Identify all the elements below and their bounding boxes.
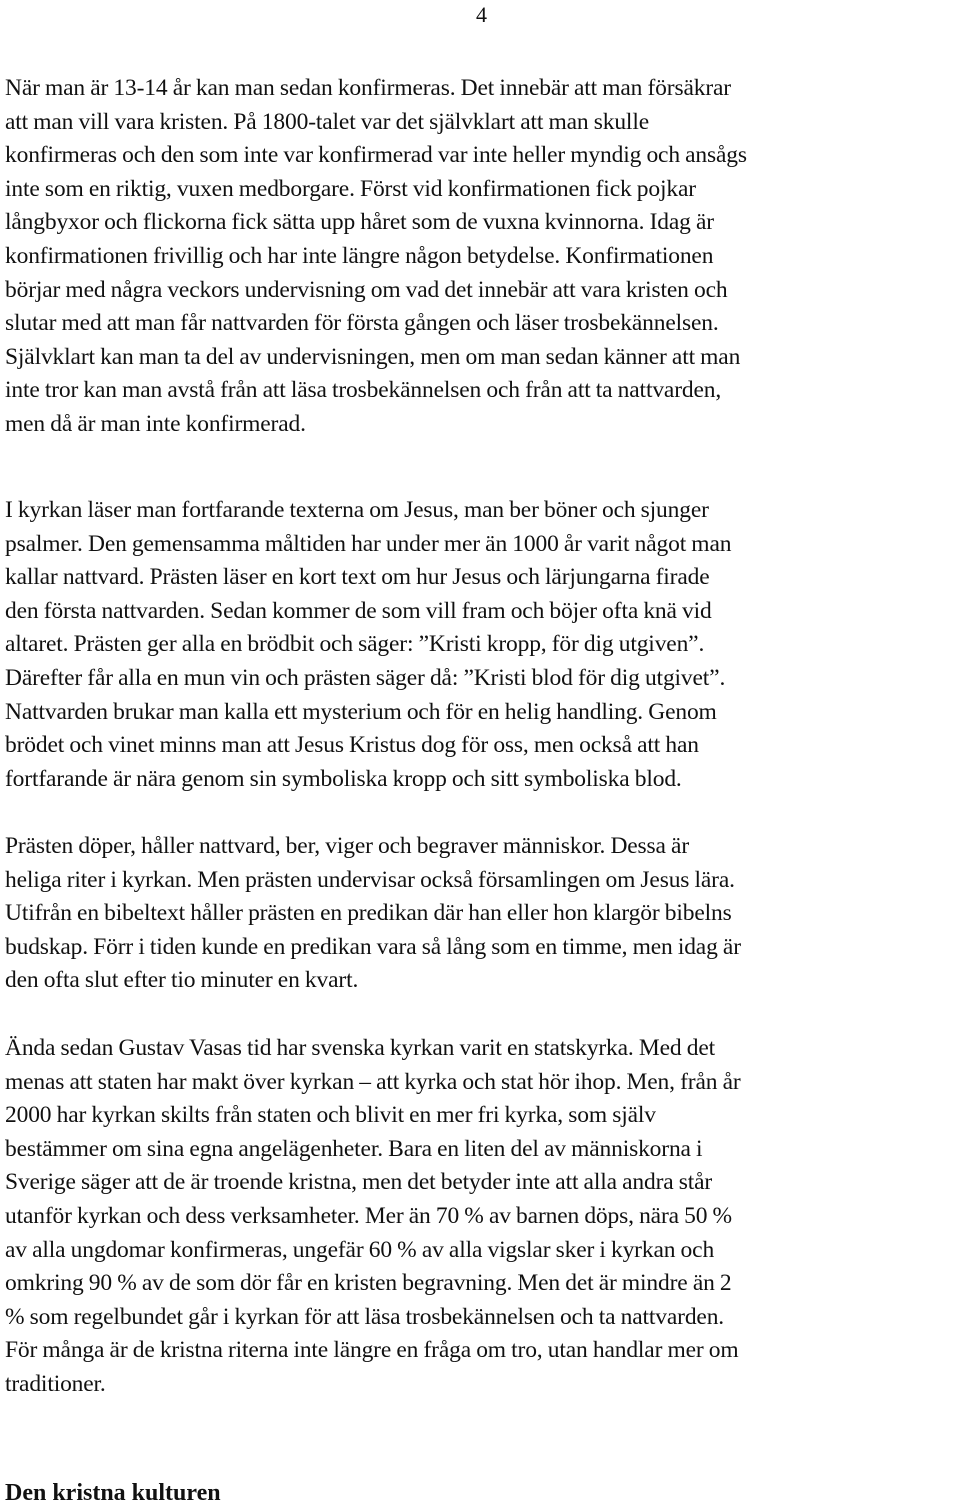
- paragraph-communion: I kyrkan läser man fortfarande texterna om Jesus, man ber böner och sjunger psalmer. Den gemensamma måltiden har under mer än 1000 år varit något man kallar nattvard. Prästen läser en kort text om hur Jesus och lärjungarna firade den första nattvarden. Sedan kommer de som vill fram och böjer ofta knä vid altaret. Prästen ger alla en brödbit och säger: ”Kristi kropp, för dig utgiven”. Därefter får alla en mun vin och prästen säger då: ”Kristi blod för dig utgivet”. Nattvarden brukar man kalla ett mysterium och för en helig handling. Genom brödet och vinet minns man att Jesus Kristus dog för oss, men också att han fortfarande är nära genom sin symboliska kropp och sitt symboliska blod.: [5, 497, 732, 792]
- page-number: 4: [476, 2, 487, 27]
- paragraph-confirmation: När man är 13-14 år kan man sedan konfirmeras. Det innebär att man försäkrar att man vill vara kristen. På 1800-talet var det självklart att man skulle konfirmeras och den som inte var konfirmerad var inte heller myndig och ansågs inte som en riktig, vuxen medborgare. Först vid konfirmationen fick pojkar långbyxor och flickorna fick sätta upp håret som de vuxna kvinnorna. Idag är konfirmationen frivillig och har inte längre någon betydelse. Konfirmationen börjar med några veckors undervisning om vad det innebär att vara kristen och slutar med att man får nattvarden för första gången och läser trosbekännelsen. Självklart kan man ta del av undervisningen, men om man sedan känner att man inte tror kan man avstå från att läsa trosbekännelsen och från att ta nattvarden, men då är man inte konfirmerad.: [5, 75, 747, 437]
- paragraph-state-church: Ända sedan Gustav Vasas tid har svenska kyrkan varit en statskyrka. Med det menas att staten har makt över kyrkan – att kyrka och stat hör ihop. Men, från år 2000 har kyrkan skilts från staten och blivit en mer fri kyrka, som själv bestämmer om sina egna angelägenheter. Bara en liten del av människorna i Sverige säger att de är troende kristna, men det betyder inte att alla andra står utanför kyrkan och dess verksamheter. Mer än 70 % av barnen döps, nära 50 % av alla ungdomar konfirmeras, ungefär 60 % av alla vigslar sker i kyrkan och omkring 90 % av de som dör får en kristen begravning. Men det är mindre än 2 % som regelbundet går i kyrkan för att läsa trosbekännelsen och ta nattvarden. För många är de kristna riterna inte längre en fråga om tro, utan handlar mer om traditioner.: [5, 1035, 741, 1397]
- paragraph-priest: Prästen döper, håller nattvard, ber, viger och begraver människor. Dessa är heliga riter i kyrkan. Men prästen undervisar också församlingen om Jesus lära. Utifrån en bibeltext håller prästen en predikan där han eller hon klargör bibelns budskap. Förr i tiden kunde en predikan vara så lång som en timme, men idag är den ofta slut efter tio minuter en kvart.: [5, 833, 741, 994]
- section-heading: Den kristna kulturen: [5, 1480, 221, 1506]
